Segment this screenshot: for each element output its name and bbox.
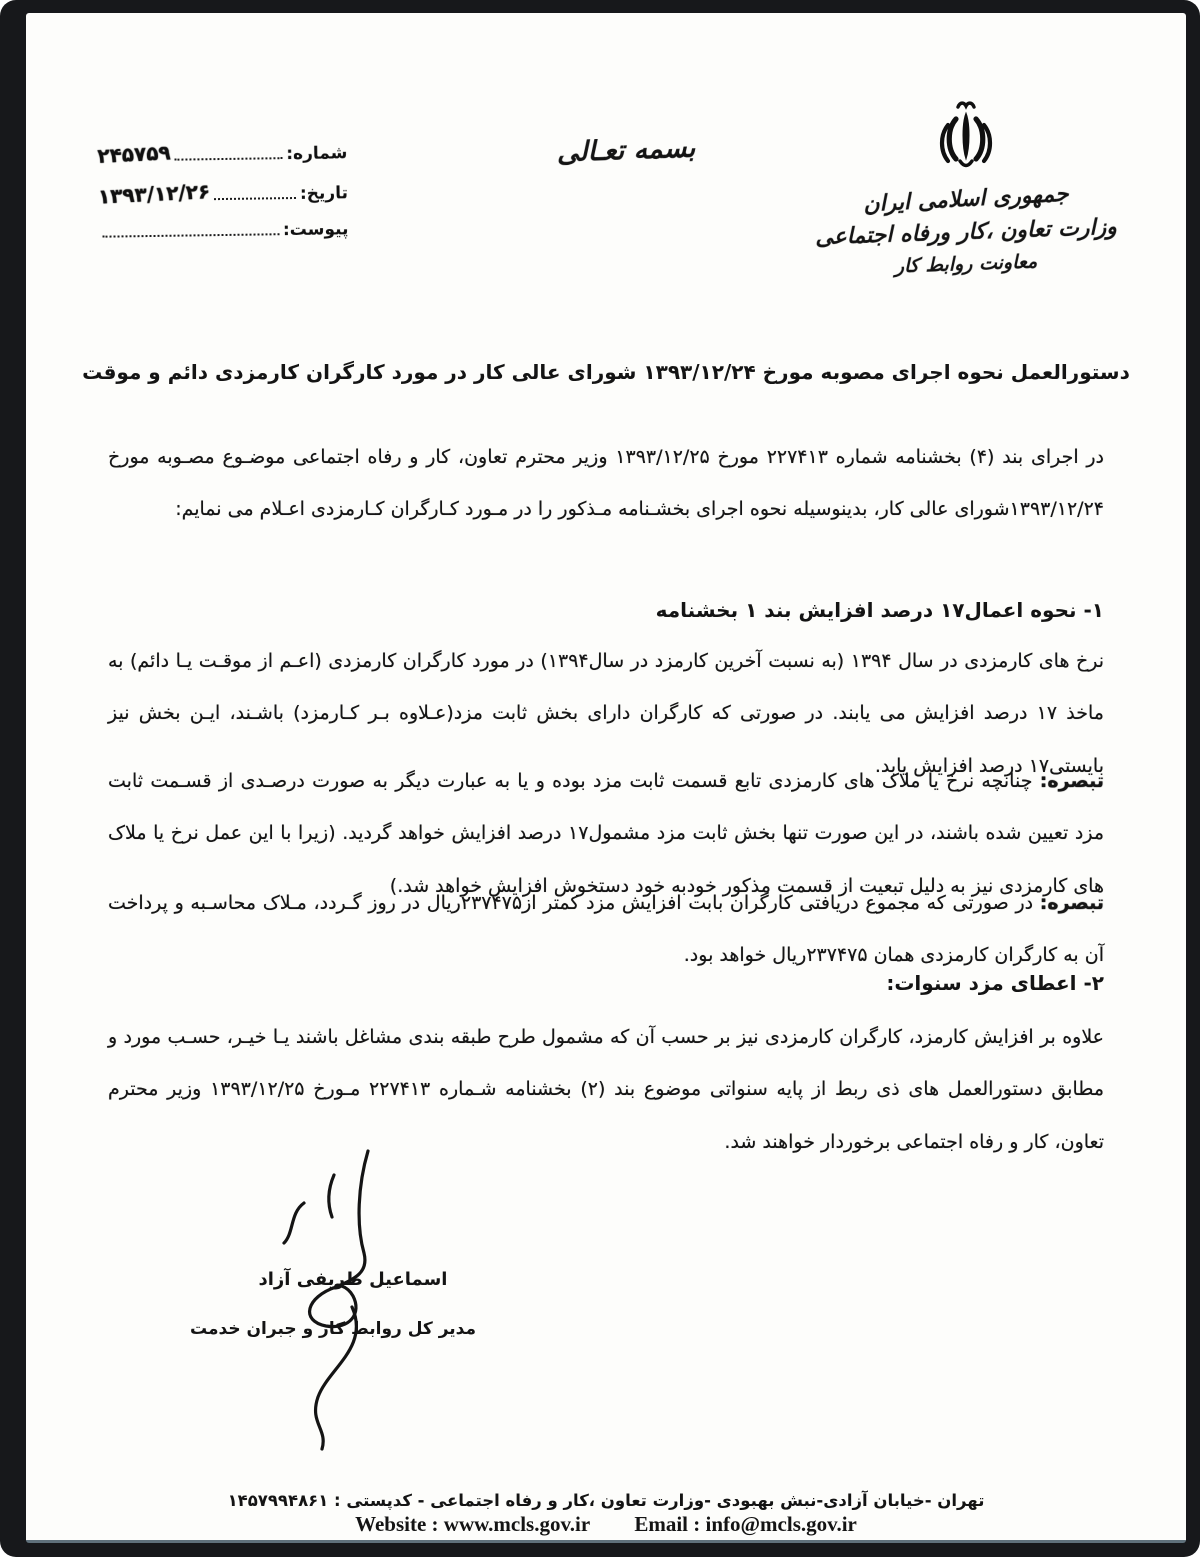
dotted-leader: [103, 233, 280, 237]
page-footer: [26, 1491, 1186, 1537]
stamp-date-value: ۱۳۹۳/۱۲/۲۶: [97, 179, 211, 209]
section1-body: نرخ های کارمزدی در سال ۱۳۹۴ (به نسبت آخرین کارمزد در سال۱۳۹۴) در مورد کارگران کارمزدی (اعـم از موقـت یـا دائم) به ماخذ ۱۷ درصد افزایش می یابند. در صورتی که کارگران دارای بخش ثابت مزد(عـلاوه بـر کـارمزد) باشـند، ایـن بخش نیز بایستی۱۷ درصد افزایش یابد.: [108, 650, 1105, 777]
section2-body: علاوه بر افزایش کارمزد، کارگران کارمزدی نیز بر حسب آن که مشمول طرح طبقه بندی مشاغل باشند یـا خیـر، حسـب مورد و مطابق دستورالعمل های ذی ربط از پایه سنواتی موضوع بند (۲) بخشنامه شـماره ۲۲۷۴۱۳ مـورخ ۱۳۹۳/۱۲/۲۵ وزیر محترم تعاون، کار و رفاه اجتماعی برخوردار خواهند شد.: [108, 1026, 1104, 1153]
stamp-number-label: شماره:: [286, 143, 348, 165]
letterhead-ministry: وزارت تعاون ،کار ورفاه اجتماعی: [814, 214, 1118, 251]
stamp-attachment-label: پیوست:: [282, 219, 349, 241]
registration-stamp: [97, 139, 349, 258]
note2-label: تبصره:: [1039, 892, 1104, 914]
letterhead-country: جمهوری اسلامی ایران: [862, 181, 1070, 218]
signatory-role: مدیر کل روابط کار و جبران خدمت: [190, 1319, 476, 1339]
section1-note2: [108, 877, 1104, 982]
website-label: Website :: [355, 1512, 439, 1536]
signatory-name: اسماعیل ظریفی آزاد: [258, 1269, 448, 1290]
email-address: info@mcls.gov.ir: [705, 1512, 857, 1536]
letterhead-department: معاونت روابط کار: [894, 250, 1038, 278]
section2-heading: ۲- اعطای مزد سنوات:: [886, 971, 1104, 995]
footer-contact-line: [26, 1512, 1186, 1537]
footer-address: تهران -خیابان آزادی-نبش بهبودی -وزارت تعاون ،کار و رفاه اجتماعی - کدپستی : ۱۴۵۷۹۹۴۸۶۱: [227, 1491, 985, 1510]
section1-heading: ۱- نحوه اعمال۱۷ درصد افزایش بند ۱ بخشنامه: [655, 598, 1104, 622]
handwritten-signature-icon: [190, 1141, 516, 1451]
document-page: [26, 13, 1186, 1543]
letterhead: [796, 99, 1136, 278]
basmala-calligraphy: بسمه تعـالی: [556, 132, 696, 169]
stamp-number-value: ۲۴۵۷۵۹: [96, 140, 172, 169]
stamp-attachment-row: [98, 219, 348, 242]
note1-label: تبصره:: [1039, 770, 1104, 792]
note1-text: چنانچه نرخ یا ملاک های کارمزدی تابع قسمت ثابت مزد بوده و یا به عبارت دیگر به صورت درصـدی از قسـمت ثابت مزد تعیین شده باشند، در این صورت تنها بخش ثابت مزد مشمول۱۷ درصد افزایش خواهد گردید. (زیرا با این عمل نرخ یا ملاک های کارمزدی نیز به دلیل تبعیت از قسمت مذکور خودبه خود دستخوش افزایش خواهد شد.): [108, 770, 1104, 897]
stamp-number-row: [96, 139, 348, 169]
dotted-leader: [214, 197, 296, 200]
signature-block: [190, 1141, 516, 1451]
email-label: Email :: [634, 1512, 701, 1536]
iran-national-emblem-icon: [934, 99, 998, 177]
stamp-date-label: تاریخ:: [299, 183, 349, 204]
stamp-date-row: [97, 179, 349, 209]
note2-text: در صورتی که مجموع دریافتی کارگران بابت افزایش مزد کمتر از۲۳۷۴۷۵ریال در روز گـردد، مـلاک محاسـبه و پرداخت آن به کارگران کارمزدی همان ۲۳۷۴۷۵ریال خواهد بود.: [108, 892, 1104, 967]
document-title: دستورالعمل نحوه اجرای مصوبه مورخ ۱۳۹۳/۱۲/۲۴ شورای عالی کار در مورد کارگران کارمزدی دائم و موقت: [82, 360, 1130, 384]
website-url: www.mcls.gov.ir: [443, 1512, 590, 1536]
dotted-leader: [175, 157, 283, 161]
intro-paragraph: در اجرای بند (۴) بخشنامه شماره ۲۲۷۴۱۳ مورخ ۱۳۹۳/۱۲/۲۵ وزیر محترم تعاون، کار و رفاه اجتماعی موضـوع مصـوبه مورخ ۱۳۹۳/۱۲/۲۴شورای عالی کار، بدینوسیله نحوه اجرای بخشـنامه مـذکور را در مـورد کـارگران کـارمزدی اعـلام می نمایم:: [108, 446, 1104, 521]
